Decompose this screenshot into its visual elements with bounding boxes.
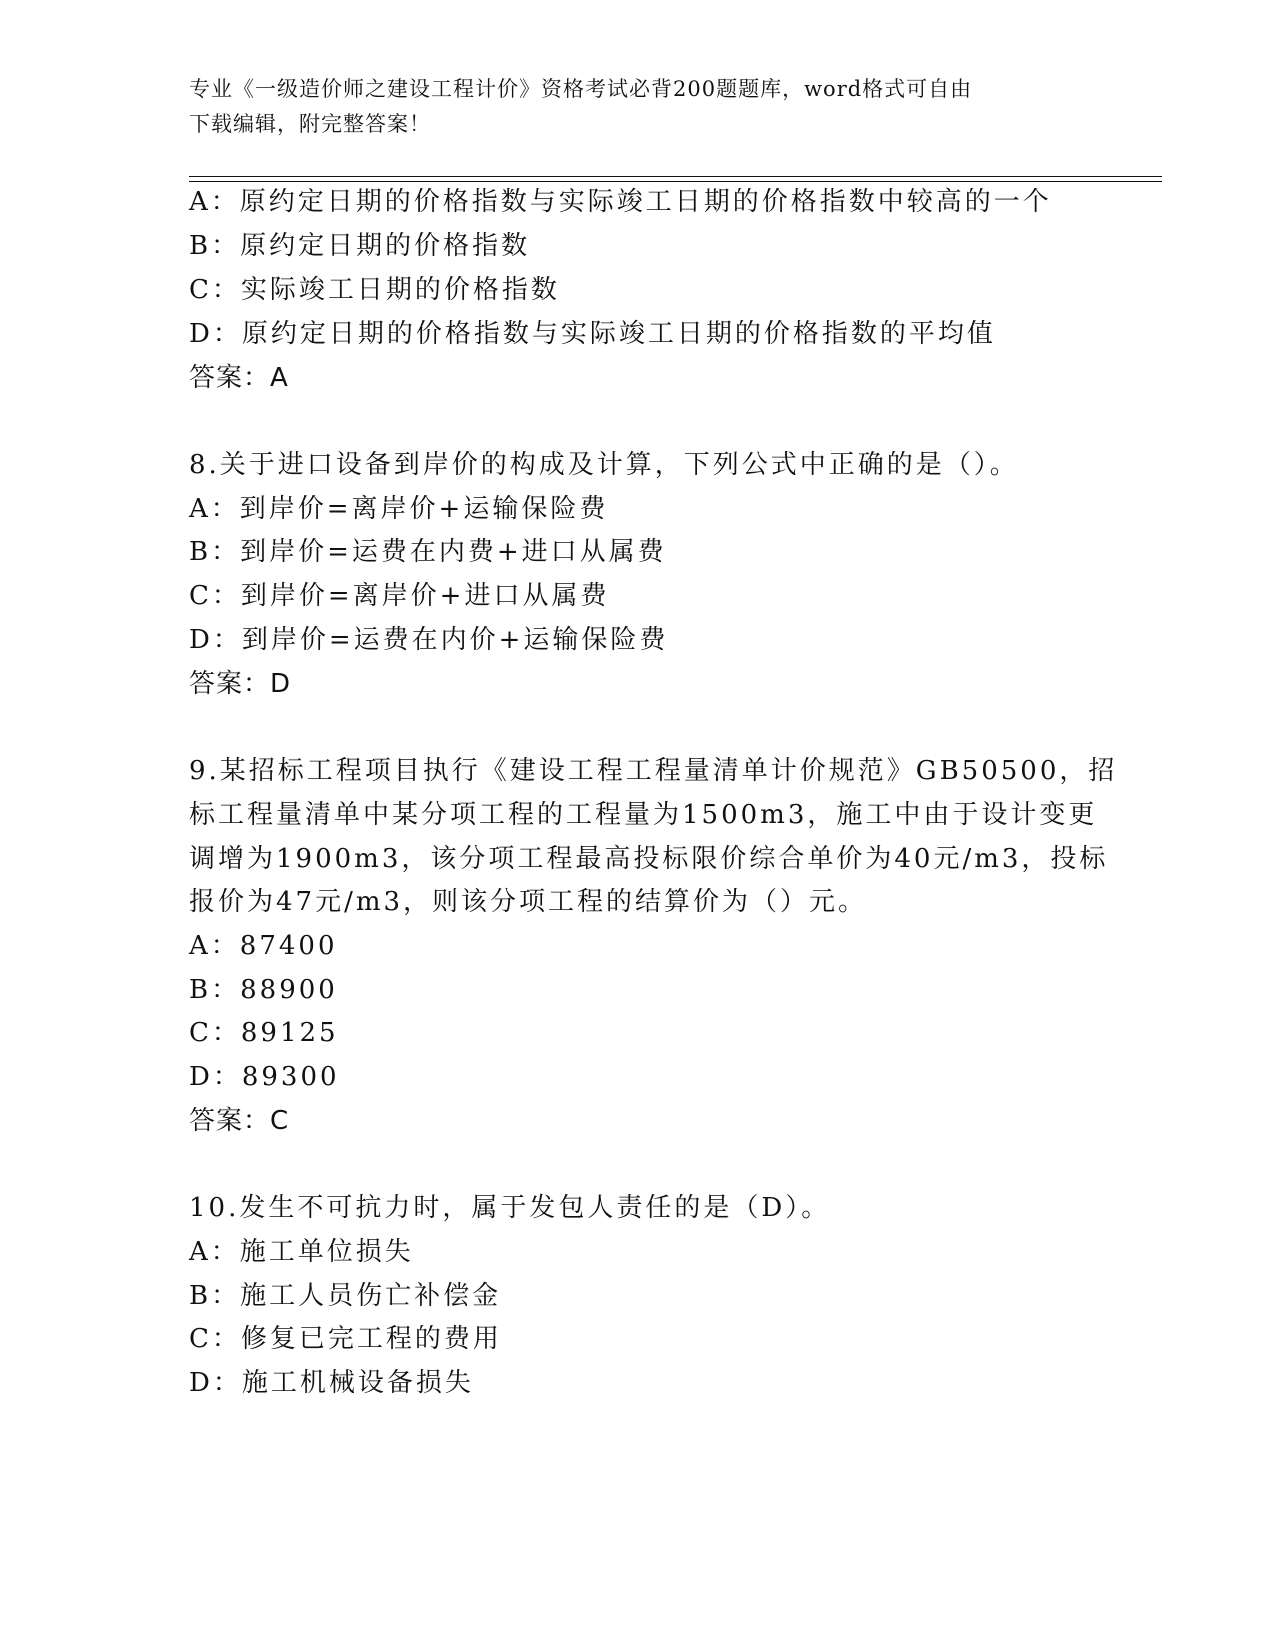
q7-option-b: B：原约定日期的价格指数	[189, 231, 531, 261]
q8-answer: 答案：D	[189, 669, 292, 699]
q10-option-d: D：施工机械设备损失	[189, 1368, 474, 1398]
q9-option-c: C：89125	[189, 1018, 339, 1048]
q9-answer: 答案：C	[189, 1106, 290, 1136]
q10-option-c: C：修复已完工程的费用	[189, 1324, 502, 1354]
q8-option-a: A：到岸价=离岸价+运输保险费	[189, 494, 609, 524]
q10-option-b: B：施工人员伤亡补偿金	[189, 1281, 502, 1311]
q7-answer: 答案：A	[189, 363, 289, 393]
q9-option-a: A：87400	[189, 931, 338, 961]
header-line-2: 下载编辑，附完整答案！	[189, 112, 431, 136]
q10-question: 10.发生不可抗力时，属于发包人责任的是（D）。	[189, 1193, 831, 1223]
q9-question-line-2: 标工程量清单中某分项工程的工程量为1500m3，施工中由于设计变更	[189, 800, 1098, 830]
q8-question: 8.关于进口设备到岸价的构成及计算，下列公式中正确的是（）。	[189, 450, 1019, 480]
header-divider-thick	[189, 181, 1162, 182]
q10-option-a: A：施工单位损失	[189, 1237, 414, 1267]
header-line-1: 专业《一级造价师之建设工程计价》资格考试必背200题题库，word格式可自由	[189, 77, 973, 101]
q9-question-line-3: 调增为1900m3，该分项工程最高投标限价综合单价为40元/m3，投标	[189, 844, 1109, 874]
q7-option-d: D：原约定日期的价格指数与实际竣工日期的价格指数的平均值	[189, 319, 996, 349]
q8-option-c: C：到岸价=离岸价+进口从属费	[189, 581, 610, 611]
q9-question-line-1: 9.某招标工程项目执行《建设工程工程量清单计价规范》GB50500，招	[189, 756, 1118, 786]
q8-option-b: B：到岸价=运费在内费+进口从属费	[189, 537, 667, 567]
q7-option-c: C：实际竣工日期的价格指数	[189, 275, 560, 305]
q9-option-b: B：88900	[189, 975, 338, 1005]
q8-option-d: D：到岸价=运费在内价+运输保险费	[189, 625, 669, 655]
document-header	[189, 72, 1069, 142]
q9-question-line-4: 报价为47元/m3，则该分项工程的结算价为（）元。	[189, 887, 868, 917]
header-divider-thin	[189, 176, 1162, 177]
q7-option-a: A：原约定日期的价格指数与实际竣工日期的价格指数中较高的一个	[189, 187, 1052, 217]
q9-option-d: D：89300	[189, 1062, 340, 1092]
